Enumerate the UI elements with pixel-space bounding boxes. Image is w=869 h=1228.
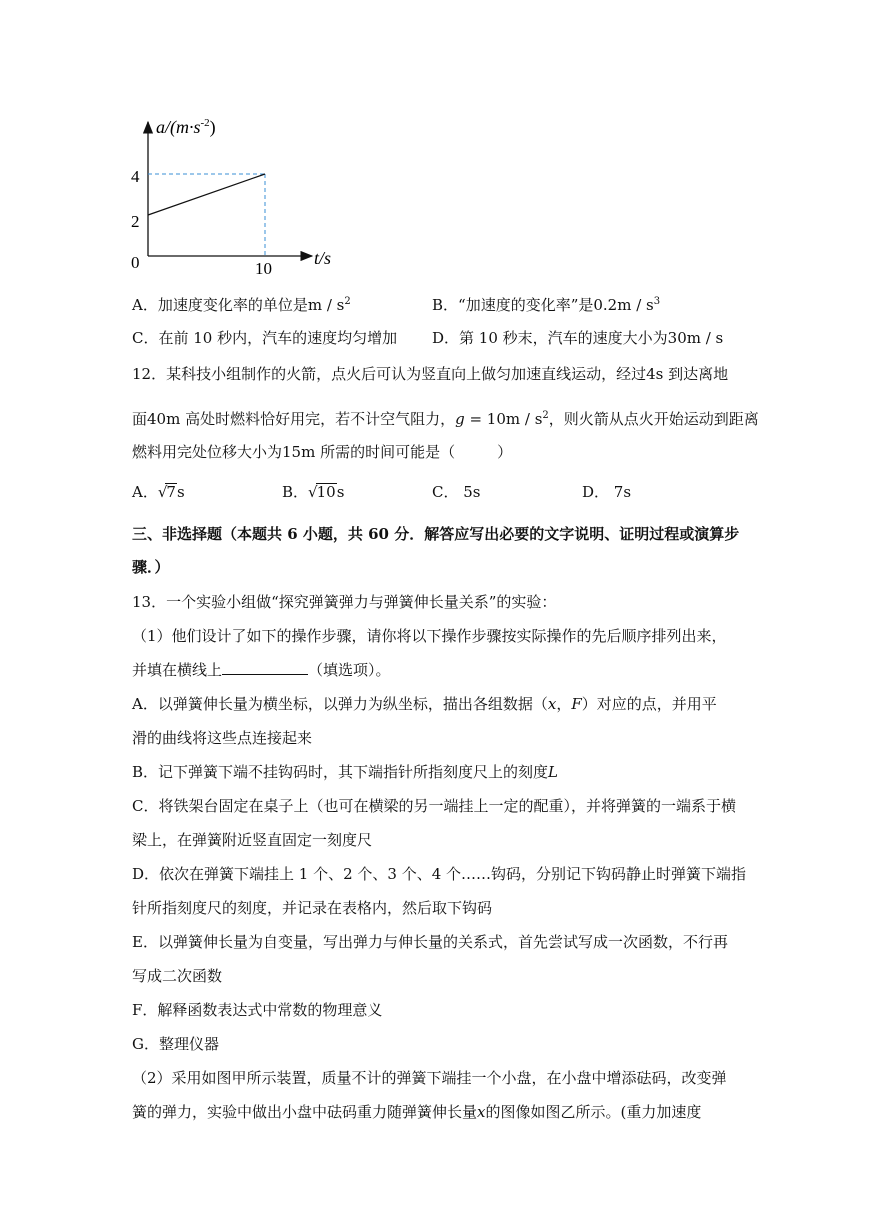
q12-line-3: 燃料用完处位移大小为15m 所需的时间可能是（ ） — [132, 443, 513, 461]
q13-part2-line-2: 簧的弹力，实验中做出小盘中砝码重力随弹簧伸长量x的图像如图乙所示。(重力加速度 — [132, 1103, 702, 1121]
section-3-heading-line-2: 骤．） — [132, 558, 170, 576]
q13-step-f: F．解释函数表达式中常数的物理意义 — [132, 1001, 383, 1019]
tick-label-y2: 2 — [131, 212, 140, 231]
q11-option-b: B．“加速度的变化率”是$0.2m / s^3$ — [432, 296, 661, 314]
graph-canvas — [120, 108, 360, 283]
q13-step-g: G．整理仪器 — [132, 1035, 219, 1053]
q13-part2-line-1: （2）采用如图甲所示装置，质量不计的弹簧下端挂一个小盘，在小盘中增添砝码，改变弹 — [132, 1069, 727, 1087]
q13-part1-line-1: （1）他们设计了如下的操作步骤，请你将以下操作步骤按实际操作的先后顺序排列出来， — [132, 627, 727, 645]
answer-blank[interactable] — [222, 660, 308, 675]
acceleration-line — [148, 174, 265, 215]
q13-step-c-line-1: C．将铁架台固定在桌子上（也可在横梁的另一端挂上一定的配重），并将弹簧的一端系于横 — [132, 797, 736, 815]
x-axis-label: t/s — [314, 248, 332, 268]
q12-option-d: D． 7s — [582, 483, 632, 501]
y-axis-label: $a/(m\cdot s^{-2})$ — [156, 117, 216, 137]
q12-option-b: B．√10s — [282, 483, 345, 501]
q12-line-1: 12．某科技小组制作的火箭，点火后可认为竖直向上做匀加速直线运动，经过4s 到达离地 — [132, 365, 729, 383]
tick-label-origin: 0 — [131, 253, 140, 272]
q11-option-d: D．第 10 秒末，汽车的速度大小为30m / s — [432, 329, 724, 347]
q12-line-2: 面40m 高处时燃料恰好用完，若不计空气阻力，$g = 10m / s^2$，则火箭从点火开始运动到距离 — [132, 410, 759, 428]
q13-step-d-line-2: 针所指刻度尺的刻度，并记录在表格内，然后取下钩码 — [132, 899, 493, 917]
q13-step-c-line-2: 梁上，在弹簧附近竖直固定一刻度尺 — [132, 831, 373, 849]
q13-part1-line-2: 并填在横线上 （填选项）。 — [132, 661, 391, 679]
q13-step-d-line-1: D．依次在弹簧下端挂上 1 个、2 个、3 个、4 个……钩码，分别记下钩码静止时弹簧下端指 — [132, 865, 747, 883]
acceleration-time-graph — [120, 108, 360, 283]
q11-option-a: A．加速度变化率的单位是m / $s^2$ — [132, 296, 351, 314]
q13-intro: 13．一个实验小组做“探究弹簧弹力与弹簧伸长量关系”的实验： — [132, 593, 557, 611]
q12-option-c: C． 5s — [432, 483, 481, 501]
q12-option-a: A．√7s — [132, 483, 185, 501]
q13-step-a-line-1: A．以弹簧伸长量为横坐标，以弹力为纵坐标，描出各组数据（x，F）对应的点，并用平 — [132, 695, 717, 713]
q13-step-e-line-1: E．以弹簧伸长量为自变量，写出弹力与伸长量的关系式，首先尝试写成一次函数，不行再 — [132, 933, 728, 951]
tick-label-x10: 10 — [255, 259, 272, 278]
q11-option-c: C．在前 10 秒内，汽车的速度均匀增加 — [132, 329, 398, 347]
section-3-heading-line-1: 三、非选择题（本题共 6 小题，共 60 分．解答应写出必要的文字说明、证明过程或演算步 — [132, 525, 740, 543]
q13-step-b: B．记下弹簧下端不挂钩码时，其下端指针所指刻度尺上的刻度L — [132, 763, 558, 781]
tick-label-y4: 4 — [131, 167, 140, 186]
q13-step-e-line-2: 写成二次函数 — [132, 967, 223, 985]
q13-step-a-line-2: 滑的曲线将这些点连接起来 — [132, 729, 313, 747]
